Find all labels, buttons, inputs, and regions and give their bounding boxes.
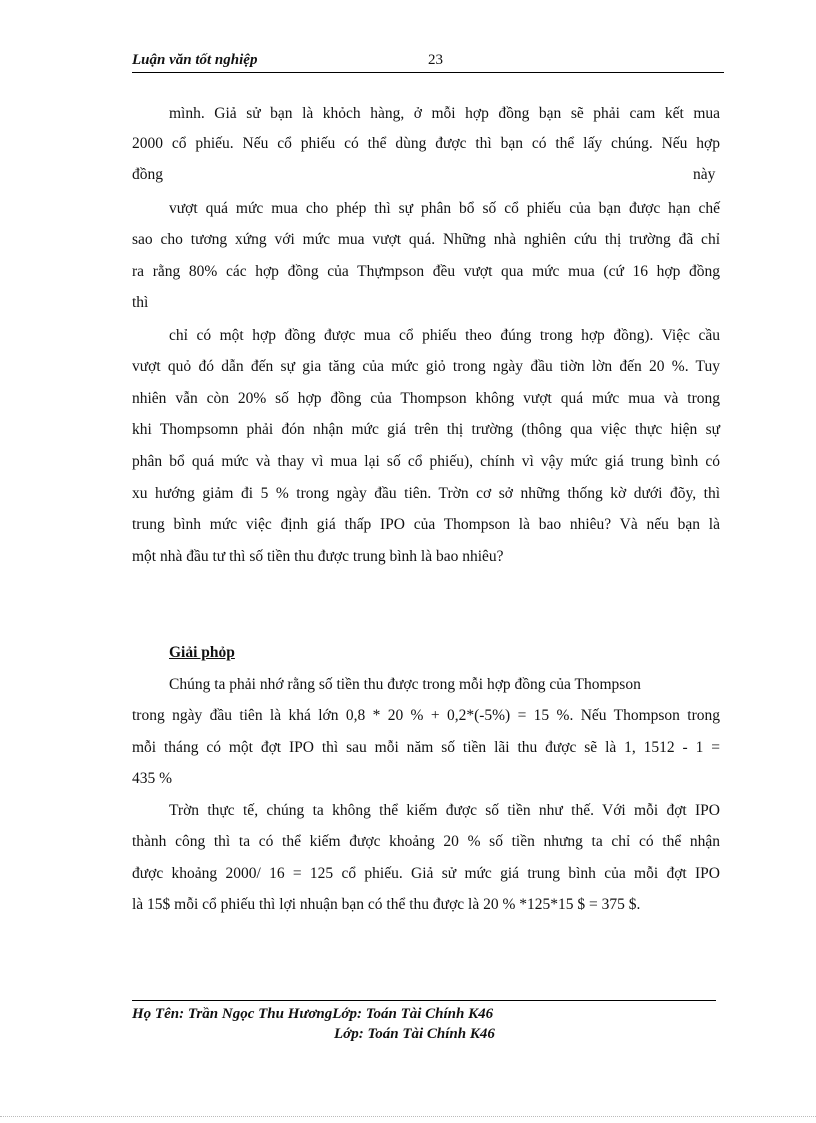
body-line: sao cho tương xứng với mức mua vượt quá. Những nhà nghiên cứu thị trường đã chỉ xyxy=(132,231,720,248)
body-line: này xyxy=(693,166,716,183)
body-line: vượt quỏ đó dẫn đến sự gia tăng của mức giỏ trong ngày đầu tiờn lờn đến 20 %. Tuy xyxy=(132,358,720,375)
body-line: một nhà đầu tư thì số tiền thu được trung bình là bao nhiêu? xyxy=(132,548,504,565)
solution-line: trong ngày đầu tiên là khá lớn 0,8 * 20 % + 0,2*(-5%) = 15 %. Nếu Thompson trong xyxy=(132,707,720,724)
header-title: Luận văn tốt nghiệp xyxy=(132,52,258,68)
solution-line: 435 % xyxy=(132,770,173,787)
body-line: ra rằng 80% các hợp đồng của Thựmpson đều vượt qua mức mua (cứ 16 hợp đồng xyxy=(132,263,720,280)
body-line: 2000 cổ phiếu. Nếu cổ phiếu có thể dùng được thì bạn có thể lấy chúng. Nếu hợp xyxy=(132,135,720,152)
solution-line: là 15$ mỗi cổ phiếu thì lợi nhuận bạn có thể thu được là 20 % *125*15 $ = 375 $. xyxy=(132,896,641,913)
page-edge xyxy=(0,1116,816,1117)
body-line: trung bình mức việc định giá thấp IPO của Thompson là bao nhiêu? Và nếu bạn là xyxy=(132,516,720,533)
page-header xyxy=(132,52,724,73)
solution-line: thành công thì ta có thể kiếm được khoảng 20 % số tiền nhưng ta chỉ có thể nhận xyxy=(132,833,720,850)
solution-line: được khoảng 2000/ 16 = 125 cổ phiếu. Giả sử mức giá trung bình của mỗi đợt IPO xyxy=(132,865,720,882)
body-line: thì xyxy=(132,294,149,311)
page-number: 23 xyxy=(428,52,443,68)
body-line: chỉ có một hợp đồng được mua cổ phiếu theo đúng trong hợp đồng). Việc cầu xyxy=(169,327,720,344)
solution-line: Trờn thực tế, chúng ta không thể kiếm được số tiền như thế. Với mỗi đợt IPO xyxy=(169,802,720,819)
body-line: phân bổ quá mức và thay vì mua lại số cổ phiếu), chính vì vậy mức giá trung bình có xyxy=(132,453,720,470)
body-line: xu hướng giảm đi 5 % trong ngày đầu tiên. Trờn cơ sở những thống kờ dưới đõy, thì xyxy=(132,485,720,502)
body-line: nhiên vẫn còn 20% số hợp đồng của Thompson không vượt quá mức mua và trong xyxy=(132,390,720,407)
solution-line: Chúng ta phải nhớ rằng số tiền thu được trong mỗi hợp đồng của Thompson xyxy=(169,676,641,693)
body-line: đồng xyxy=(132,166,163,183)
solution-heading: Giải phỏp xyxy=(169,644,235,661)
footer-rule xyxy=(132,1000,716,1001)
solution-line: mỗi tháng có một đợt IPO thì sau mỗi năm số tiền lãi thu được sẽ là 1, 1512 - 1 = xyxy=(132,739,720,756)
body-line: khi Thompsomn phải đón nhận mức giá trên thị trường (thông qua việc thực hiện sự xyxy=(132,421,720,438)
body-line: vượt quá mức mua cho phép thì sự phân bổ số cổ phiếu của bạn được hạn chế xyxy=(169,200,720,217)
footer-author: Họ Tên: Trần Ngọc Thu HươngLớp: Toán Tài Chính K46 xyxy=(132,1006,494,1022)
body-line: mình. Giả sử bạn là khỏch hàng, ở mỗi hợp đồng bạn sẽ phải cam kết mua xyxy=(169,105,720,122)
footer-class: Lớp: Toán Tài Chính K46 xyxy=(334,1026,495,1042)
